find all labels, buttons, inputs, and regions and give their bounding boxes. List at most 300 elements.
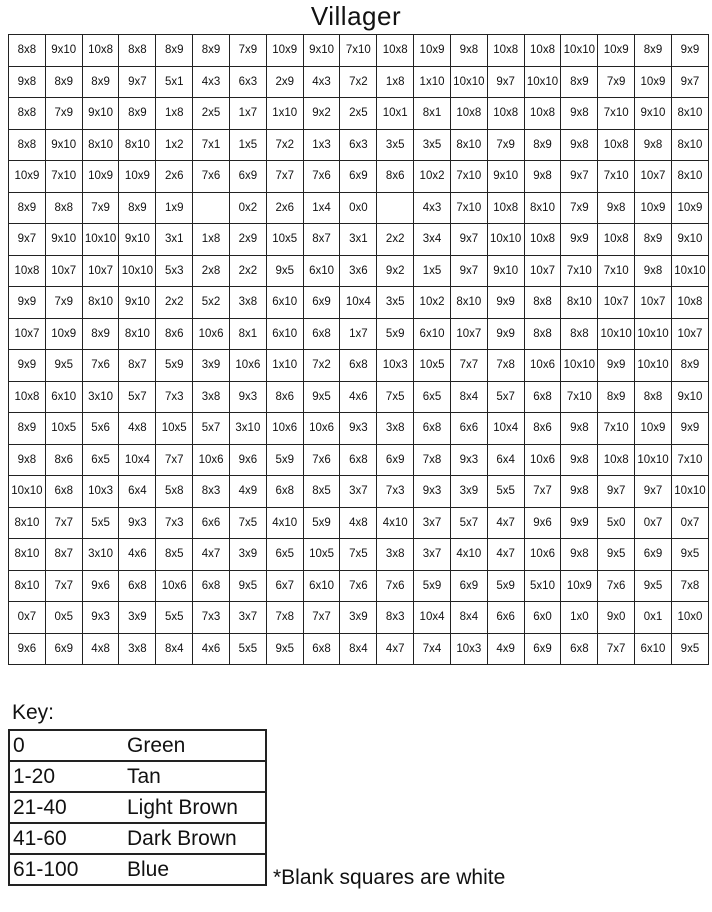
grid-cell: 10x4 <box>487 413 524 445</box>
grid-cell: 3x9 <box>450 476 487 508</box>
grid-cell: 7x7 <box>524 476 561 508</box>
grid-cell: 9x5 <box>671 539 708 571</box>
grid-cell: 8x10 <box>671 129 708 161</box>
grid-cell: 4x3 <box>414 192 451 224</box>
grid-cell: 3x9 <box>119 602 156 634</box>
grid-cell: 10x8 <box>9 255 46 287</box>
grid-cell: 10x7 <box>671 318 708 350</box>
grid-cell: 7x5 <box>340 539 377 571</box>
grid-cell: 8x7 <box>45 539 82 571</box>
grid-cell: 4x6 <box>119 539 156 571</box>
grid-cell: 1x5 <box>414 255 451 287</box>
grid-cell: 1x2 <box>156 129 193 161</box>
grid-cell: 9x7 <box>450 224 487 256</box>
grid-cell: 3x7 <box>340 476 377 508</box>
grid-cell: 4x3 <box>303 66 340 98</box>
grid-cell: 10x1 <box>377 98 414 130</box>
grid-cell: 4x10 <box>450 539 487 571</box>
grid-cell: 10x8 <box>487 192 524 224</box>
grid-cell: 8x3 <box>193 476 230 508</box>
grid-cell: 10x6 <box>229 350 266 382</box>
grid-cell: 10x3 <box>377 350 414 382</box>
grid-cell: 4x7 <box>377 633 414 665</box>
grid-cell: 10x10 <box>561 35 598 67</box>
grid-cell: 10x4 <box>340 287 377 319</box>
grid-row <box>9 539 709 571</box>
grid-cell: 6x8 <box>303 633 340 665</box>
grid-cell: 9x8 <box>561 476 598 508</box>
grid-cell: 7x6 <box>193 161 230 193</box>
grid-cell: 4x8 <box>340 507 377 539</box>
grid-cell: 8x5 <box>156 539 193 571</box>
grid-cell: 3x1 <box>156 224 193 256</box>
grid-cell: 7x10 <box>450 161 487 193</box>
grid-cell: 6x8 <box>561 633 598 665</box>
grid-cell: 10x6 <box>524 539 561 571</box>
grid-cell: 8x4 <box>340 633 377 665</box>
grid-cell: 9x10 <box>82 98 119 130</box>
grid-row <box>9 35 709 67</box>
grid-cell: 8x10 <box>524 192 561 224</box>
grid-cell: 9x7 <box>9 224 46 256</box>
grid-cell: 7x7 <box>156 444 193 476</box>
grid-cell: 3x8 <box>119 633 156 665</box>
grid-row <box>9 350 709 382</box>
grid-cell: 6x6 <box>193 507 230 539</box>
grid-cell: 10x8 <box>487 35 524 67</box>
grid-cell: 6x9 <box>303 287 340 319</box>
grid-cell: 7x9 <box>561 192 598 224</box>
grid-cell: 10x10 <box>635 444 672 476</box>
grid-cell: 8x9 <box>82 318 119 350</box>
grid-cell: 8x8 <box>524 287 561 319</box>
grid-cell: 5x3 <box>156 255 193 287</box>
grid-cell: 9x10 <box>45 224 82 256</box>
grid-cell: 7x8 <box>414 444 451 476</box>
grid-cell: 3x8 <box>377 413 414 445</box>
grid-cell: 6x9 <box>377 444 414 476</box>
grid-cell: 9x8 <box>635 129 672 161</box>
grid-cell: 9x8 <box>598 192 635 224</box>
grid-cell: 7x3 <box>156 381 193 413</box>
grid-row <box>9 66 709 98</box>
grid-cell: 8x9 <box>598 381 635 413</box>
grid-cell: 8x8 <box>119 35 156 67</box>
grid-cell: 6x8 <box>340 350 377 382</box>
key-range: 61-100 <box>9 854 125 885</box>
grid-cell: 9x7 <box>487 66 524 98</box>
grid-cell: 9x7 <box>561 161 598 193</box>
grid-cell: 9x9 <box>487 318 524 350</box>
grid-cell: 7x10 <box>340 35 377 67</box>
grid-cell: 10x10 <box>598 318 635 350</box>
grid-cell: 6x8 <box>45 476 82 508</box>
grid-row <box>9 570 709 602</box>
grid-cell: 9x10 <box>487 255 524 287</box>
grid-cell: 8x10 <box>9 570 46 602</box>
grid-cell: 6x8 <box>303 318 340 350</box>
grid-cell: 7x8 <box>266 602 303 634</box>
grid-cell: 7x10 <box>598 161 635 193</box>
blank-squares-note: *Blank squares are white <box>273 866 506 889</box>
grid-cell: 2x9 <box>229 224 266 256</box>
grid-cell: 8x1 <box>414 98 451 130</box>
grid-cell: 6x5 <box>266 539 303 571</box>
grid-cell: 10x6 <box>193 318 230 350</box>
grid-cell: 8x1 <box>229 318 266 350</box>
grid-cell: 9x3 <box>229 381 266 413</box>
grid-cell: 10x9 <box>9 161 46 193</box>
grid-cell: 7x3 <box>156 507 193 539</box>
grid-cell: 3x5 <box>377 287 414 319</box>
grid-cell: 7x6 <box>340 570 377 602</box>
grid-cell: 3x6 <box>340 255 377 287</box>
grid-cell: 10x0 <box>671 602 708 634</box>
grid-cell: 10x6 <box>303 413 340 445</box>
grid-cell: 7x10 <box>598 255 635 287</box>
grid-cell: 8x9 <box>193 35 230 67</box>
key-row <box>9 792 266 823</box>
grid-cell: 10x10 <box>671 476 708 508</box>
grid-cell: 8x9 <box>561 66 598 98</box>
grid-cell: 10x8 <box>82 35 119 67</box>
grid-cell: 7x10 <box>561 381 598 413</box>
grid-cell: 10x10 <box>635 318 672 350</box>
grid-cell: 3x9 <box>193 350 230 382</box>
grid-row <box>9 633 709 665</box>
grid-cell: 9x9 <box>598 350 635 382</box>
grid-cell: 8x6 <box>524 413 561 445</box>
grid-cell: 7x6 <box>598 570 635 602</box>
grid-cell: 4x10 <box>266 507 303 539</box>
grid-cell: 10x6 <box>156 570 193 602</box>
grid-cell: 7x10 <box>671 444 708 476</box>
grid-cell: 9x5 <box>671 633 708 665</box>
grid-cell: 7x10 <box>45 161 82 193</box>
grid-cell: 9x10 <box>671 224 708 256</box>
grid-cell: 1x7 <box>340 318 377 350</box>
key-range: 1-20 <box>9 761 125 792</box>
grid-cell: 7x4 <box>414 633 451 665</box>
grid-cell: 2x8 <box>193 255 230 287</box>
grid-cell: 6x9 <box>229 161 266 193</box>
grid-cell: 1x4 <box>303 192 340 224</box>
key-row <box>9 854 266 885</box>
grid-cell: 8x9 <box>9 192 46 224</box>
grid-cell: 5x2 <box>193 287 230 319</box>
grid-cell: 10x9 <box>414 35 451 67</box>
grid-cell: 0x0 <box>340 192 377 224</box>
grid-cell: 3x8 <box>229 287 266 319</box>
color-key-table <box>8 729 267 886</box>
grid-row <box>9 129 709 161</box>
grid-cell: 9x3 <box>340 413 377 445</box>
grid-cell: 9x10 <box>45 35 82 67</box>
grid-cell: 10x7 <box>635 161 672 193</box>
grid-cell: 3x5 <box>377 129 414 161</box>
grid-cell: 8x6 <box>45 444 82 476</box>
grid-row <box>9 602 709 634</box>
grid-cell: 7x9 <box>229 35 266 67</box>
grid-cell: 9x6 <box>524 507 561 539</box>
grid-cell: 10x8 <box>377 35 414 67</box>
grid-cell: 8x9 <box>635 224 672 256</box>
grid-cell: 5x9 <box>414 570 451 602</box>
grid-cell: 10x10 <box>450 66 487 98</box>
grid-cell: 9x5 <box>635 570 672 602</box>
grid-cell: 5x9 <box>266 444 303 476</box>
grid-cell: 7x9 <box>45 98 82 130</box>
grid-row <box>9 224 709 256</box>
grid-cell: 4x7 <box>193 539 230 571</box>
grid-cell: 6x9 <box>45 633 82 665</box>
grid-cell: 9x9 <box>487 287 524 319</box>
grid-cell: 5x0 <box>598 507 635 539</box>
grid-cell: 10x7 <box>635 287 672 319</box>
grid-cell: 8x7 <box>303 224 340 256</box>
grid-cell: 1x10 <box>414 66 451 98</box>
grid-cell: 8x6 <box>156 318 193 350</box>
grid-cell: 9x10 <box>487 161 524 193</box>
grid-cell: 6x4 <box>487 444 524 476</box>
grid-cell: 10x8 <box>598 444 635 476</box>
grid-cell: 9x3 <box>414 476 451 508</box>
grid-cell: 8x9 <box>82 66 119 98</box>
grid-cell: 6x7 <box>266 570 303 602</box>
key-range: 21-40 <box>9 792 125 823</box>
grid-cell: 7x7 <box>45 507 82 539</box>
grid-cell: 1x9 <box>156 192 193 224</box>
grid-cell: 10x8 <box>524 224 561 256</box>
grid-cell: 9x8 <box>450 35 487 67</box>
grid-cell: 7x10 <box>598 98 635 130</box>
grid-cell: 5x9 <box>156 350 193 382</box>
key-color: Light Brown <box>125 792 266 823</box>
grid-cell: 0x1 <box>635 602 672 634</box>
grid-cell: 10x7 <box>82 255 119 287</box>
grid-cell: 6x10 <box>303 255 340 287</box>
grid-cell: 7x5 <box>377 381 414 413</box>
grid-cell: 9x9 <box>671 413 708 445</box>
grid-cell: 6x9 <box>635 539 672 571</box>
grid-cell: 9x8 <box>9 444 46 476</box>
grid-cell: 9x8 <box>561 98 598 130</box>
grid-cell: 5x7 <box>119 381 156 413</box>
grid-cell: 5x9 <box>487 570 524 602</box>
grid-cell: 5x7 <box>193 413 230 445</box>
grid-cell: 6x8 <box>119 570 156 602</box>
grid-cell: 9x2 <box>303 98 340 130</box>
grid-cell: 6x10 <box>45 381 82 413</box>
grid-cell: 10x5 <box>45 413 82 445</box>
grid-cell: 4x6 <box>340 381 377 413</box>
grid-cell: 6x8 <box>193 570 230 602</box>
grid-cell: 10x3 <box>82 476 119 508</box>
grid-cell: 10x7 <box>524 255 561 287</box>
key-color: Dark Brown <box>125 823 266 854</box>
grid-cell: 9x10 <box>119 224 156 256</box>
grid-cell: 5x8 <box>156 476 193 508</box>
grid-cell: 9x10 <box>671 381 708 413</box>
grid-cell: 6x10 <box>414 318 451 350</box>
key-color: Green <box>125 730 266 761</box>
grid-cell: 5x1 <box>156 66 193 98</box>
grid-cell: 10x6 <box>266 413 303 445</box>
grid-cell: 10x9 <box>635 413 672 445</box>
grid-cell: 7x9 <box>82 192 119 224</box>
grid-cell: 9x6 <box>9 633 46 665</box>
grid-cell: 7x7 <box>45 570 82 602</box>
grid-cell: 1x3 <box>303 129 340 161</box>
grid-cell: 3x7 <box>229 602 266 634</box>
grid-cell: 6x8 <box>414 413 451 445</box>
grid-cell: 6x10 <box>303 570 340 602</box>
grid-cell: 4x9 <box>229 476 266 508</box>
grid-cell: 8x8 <box>9 98 46 130</box>
grid-cell: 8x5 <box>303 476 340 508</box>
grid-cell: 10x10 <box>487 224 524 256</box>
grid-cell: 10x2 <box>414 161 451 193</box>
grid-cell: 4x6 <box>193 633 230 665</box>
grid-cell: 8x9 <box>524 129 561 161</box>
grid-cell: 10x10 <box>524 66 561 98</box>
grid-cell: 6x4 <box>119 476 156 508</box>
grid-cell <box>377 192 414 224</box>
grid-cell: 4x9 <box>487 633 524 665</box>
grid-cell: 10x9 <box>266 35 303 67</box>
grid-cell: 10x4 <box>414 602 451 634</box>
grid-cell: 8x10 <box>119 318 156 350</box>
grid-cell: 4x3 <box>193 66 230 98</box>
grid-cell: 10x9 <box>561 570 598 602</box>
grid-cell: 9x9 <box>671 35 708 67</box>
grid-cell: 8x10 <box>671 161 708 193</box>
grid-cell: 8x6 <box>266 381 303 413</box>
grid-cell: 9x7 <box>119 66 156 98</box>
grid-cell: 10x6 <box>524 350 561 382</box>
grid-cell: 6x10 <box>266 318 303 350</box>
grid-cell: 7x9 <box>487 129 524 161</box>
grid-cell: 10x9 <box>635 192 672 224</box>
key-row <box>9 823 266 854</box>
grid-cell: 9x6 <box>229 444 266 476</box>
grid-cell: 8x4 <box>450 602 487 634</box>
grid-cell: 10x8 <box>524 35 561 67</box>
grid-cell: 9x8 <box>561 413 598 445</box>
grid-cell: 2x6 <box>156 161 193 193</box>
grid-cell: 7x3 <box>377 476 414 508</box>
grid-row <box>9 476 709 508</box>
grid-cell: 3x1 <box>340 224 377 256</box>
grid-cell: 2x2 <box>156 287 193 319</box>
grid-cell: 8x10 <box>119 129 156 161</box>
grid-cell: 4x8 <box>119 413 156 445</box>
grid-cell: 6x9 <box>340 161 377 193</box>
grid-cell: 10x10 <box>561 350 598 382</box>
grid-cell: 1x5 <box>229 129 266 161</box>
key-color: Tan <box>125 761 266 792</box>
grid-cell: 8x10 <box>450 129 487 161</box>
grid-cell: 6x3 <box>340 129 377 161</box>
grid-cell: 8x9 <box>671 350 708 382</box>
grid-cell: 8x9 <box>119 98 156 130</box>
grid-cell: 8x9 <box>119 192 156 224</box>
key-range: 0 <box>9 730 125 761</box>
grid-cell: 10x10 <box>119 255 156 287</box>
grid-cell: 0x2 <box>229 192 266 224</box>
grid-cell: 6x0 <box>524 602 561 634</box>
grid-cell: 3x8 <box>377 539 414 571</box>
grid-cell: 10x2 <box>414 287 451 319</box>
grid-cell: 8x6 <box>377 161 414 193</box>
grid-cell: 10x5 <box>266 224 303 256</box>
grid-cell: 10x6 <box>193 444 230 476</box>
grid-cell: 3x7 <box>414 539 451 571</box>
grid-cell: 10x9 <box>635 66 672 98</box>
grid-cell: 7x8 <box>487 350 524 382</box>
grid-cell: 8x7 <box>119 350 156 382</box>
grid-cell: 9x3 <box>82 602 119 634</box>
grid-cell: 10x9 <box>119 161 156 193</box>
grid-cell: 9x3 <box>450 444 487 476</box>
grid-cell: 9x5 <box>303 381 340 413</box>
grid-cell: 8x8 <box>635 381 672 413</box>
grid-cell: 9x2 <box>377 255 414 287</box>
grid-cell: 8x9 <box>9 413 46 445</box>
grid-row <box>9 381 709 413</box>
grid-cell: 6x3 <box>229 66 266 98</box>
grid-cell: 10x8 <box>487 98 524 130</box>
grid-cell: 9x5 <box>229 570 266 602</box>
grid-cell: 2x9 <box>266 66 303 98</box>
grid-cell: 9x7 <box>450 255 487 287</box>
grid-cell: 8x10 <box>671 98 708 130</box>
grid-cell: 10x10 <box>82 224 119 256</box>
grid-cell: 10x3 <box>450 633 487 665</box>
grid-cell: 7x6 <box>303 161 340 193</box>
grid-cell: 7x7 <box>598 633 635 665</box>
grid-cell: 10x10 <box>671 255 708 287</box>
grid-cell: 9x8 <box>561 444 598 476</box>
grid-cell: 6x5 <box>82 444 119 476</box>
grid-cell: 5x9 <box>377 318 414 350</box>
grid-cell: 7x9 <box>45 287 82 319</box>
grid-cell: 9x9 <box>561 507 598 539</box>
grid-cell: 7x10 <box>598 413 635 445</box>
grid-cell: 4x8 <box>82 633 119 665</box>
grid-cell: 8x9 <box>635 35 672 67</box>
grid-cell: 0x7 <box>671 507 708 539</box>
grid-cell: 8x10 <box>82 287 119 319</box>
grid-cell: 1x8 <box>156 98 193 130</box>
grid-cell: 9x3 <box>119 507 156 539</box>
grid-cell: 0x7 <box>635 507 672 539</box>
grid-cell: 9x8 <box>561 129 598 161</box>
key-label: Key: <box>12 701 55 724</box>
grid-cell: 7x6 <box>377 570 414 602</box>
grid-row <box>9 318 709 350</box>
grid-cell: 5x9 <box>303 507 340 539</box>
grid-cell: 6x6 <box>487 602 524 634</box>
grid-cell: 5x10 <box>524 570 561 602</box>
grid-cell: 10x8 <box>450 98 487 130</box>
grid-cell: 9x8 <box>9 66 46 98</box>
grid-cell: 5x5 <box>487 476 524 508</box>
grid-cell: 7x2 <box>340 66 377 98</box>
grid-row <box>9 507 709 539</box>
page-title: Villager <box>310 1 402 31</box>
grid-cell: 2x5 <box>193 98 230 130</box>
